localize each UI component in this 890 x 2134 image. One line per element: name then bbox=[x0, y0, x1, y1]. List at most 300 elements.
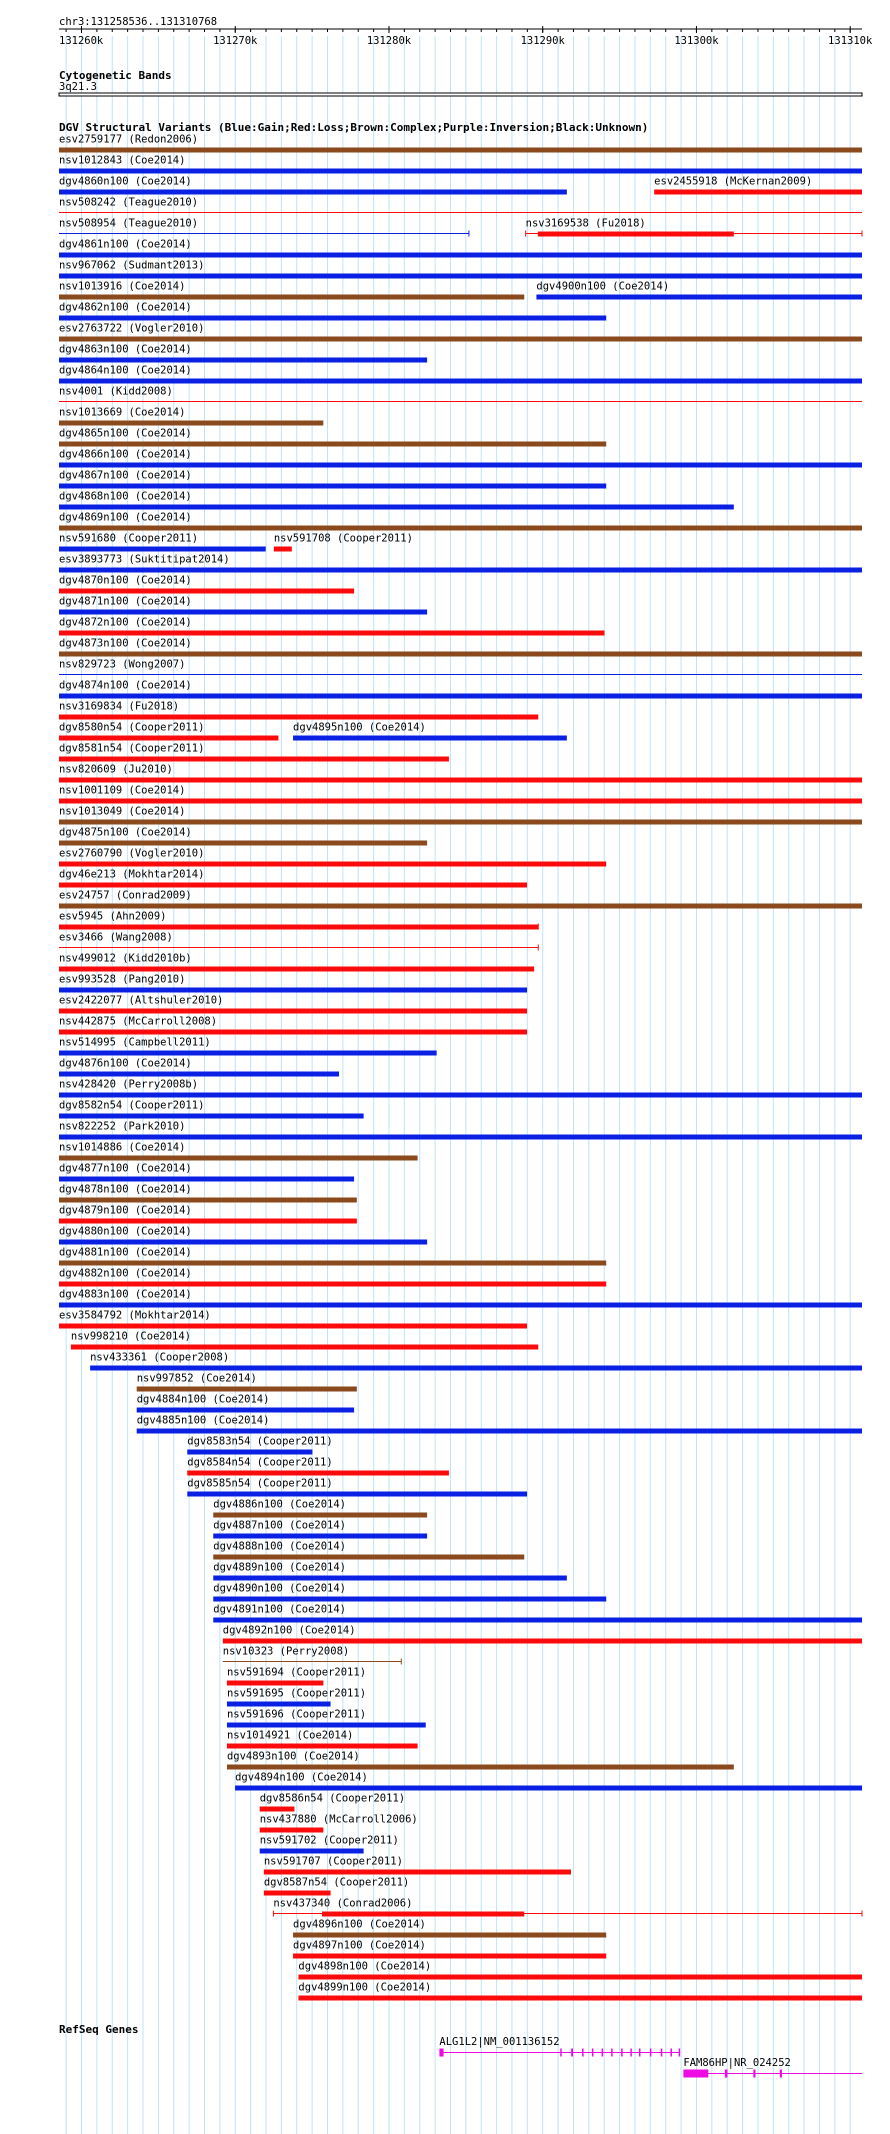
sv-feature[interactable] bbox=[59, 554, 862, 573]
sv-feature[interactable] bbox=[187, 1478, 527, 1497]
gene-exon bbox=[560, 2049, 562, 2057]
sv-bar bbox=[59, 988, 527, 993]
sv-label: dgv4869n100 (Coe2014) bbox=[59, 511, 192, 524]
sv-bar bbox=[59, 904, 862, 909]
sv-bar bbox=[227, 1723, 426, 1728]
gene-exon bbox=[602, 2049, 604, 2057]
sv-bar bbox=[59, 401, 862, 402]
sv-label: dgv4875n100 (Coe2014) bbox=[59, 826, 192, 839]
sv-feature[interactable] bbox=[536, 281, 862, 300]
dgv-track-title: DGV Structural Variants (Blue:Gain;Red:Loss;Brown:Complex;Purple:Inversion;Black:Unknown) bbox=[59, 121, 649, 134]
sv-bar bbox=[59, 169, 862, 174]
sv-bar bbox=[137, 1387, 357, 1392]
sv-feature[interactable] bbox=[260, 1814, 418, 1833]
sv-label: dgv4877n100 (Coe2014) bbox=[59, 1162, 192, 1175]
sv-bar bbox=[298, 1996, 862, 2001]
sv-label: dgv4868n100 (Coe2014) bbox=[59, 490, 192, 503]
sv-bar bbox=[59, 736, 278, 741]
sv-feature[interactable] bbox=[59, 974, 527, 993]
sv-label: nsv1013669 (Coe2014) bbox=[59, 406, 186, 419]
sv-feature[interactable] bbox=[59, 806, 862, 825]
sv-label: nsv508954 (Teague2010) bbox=[59, 217, 199, 230]
cytoband-track bbox=[59, 69, 862, 96]
sv-bar bbox=[59, 1009, 527, 1014]
sv-bar bbox=[59, 421, 323, 426]
sv-bar bbox=[59, 316, 606, 321]
sv-bar bbox=[264, 1870, 571, 1875]
sv-feature[interactable] bbox=[59, 1310, 527, 1329]
sv-label: dgv4873n100 (Coe2014) bbox=[59, 637, 192, 650]
sv-feature[interactable] bbox=[59, 344, 427, 363]
sv-bar bbox=[227, 1765, 734, 1770]
sv-bar bbox=[59, 841, 427, 846]
sv-label: nsv1012843 (Coe2014) bbox=[59, 154, 186, 167]
sv-bar bbox=[227, 1744, 418, 1749]
sv-label: dgv4896n100 (Coe2014) bbox=[293, 1918, 426, 1931]
sv-bar bbox=[59, 463, 862, 468]
ruler-tick-label: 131270k bbox=[213, 35, 258, 47]
sv-feature[interactable] bbox=[260, 1793, 405, 1812]
sv-bar bbox=[59, 589, 354, 594]
sv-label: esv2422077 (Altshuler2010) bbox=[59, 994, 224, 1007]
sv-label: nsv820609 (Ju2010) bbox=[59, 763, 173, 776]
sv-label: esv2759177 (Redon2006) bbox=[59, 133, 199, 146]
sv-bar bbox=[223, 1639, 862, 1644]
sv-feature[interactable] bbox=[187, 1457, 449, 1476]
sv-feature[interactable] bbox=[59, 785, 862, 804]
sv-feature[interactable] bbox=[223, 1646, 401, 1665]
sv-bar bbox=[213, 1555, 524, 1560]
sv-bar bbox=[260, 1849, 364, 1854]
sv-feature[interactable] bbox=[59, 1268, 606, 1287]
sv-feature[interactable] bbox=[59, 848, 606, 867]
sv-feature[interactable] bbox=[227, 1667, 366, 1686]
sv-feature[interactable] bbox=[59, 386, 862, 403]
sv-feature[interactable] bbox=[213, 1499, 427, 1518]
sv-label: dgv8586n54 (Cooper2011) bbox=[259, 1792, 406, 1805]
sv-label: dgv4865n100 (Coe2014) bbox=[59, 427, 192, 440]
sv-bar bbox=[59, 233, 469, 234]
sv-feature[interactable] bbox=[213, 1583, 606, 1602]
sv-feature[interactable] bbox=[59, 1121, 862, 1140]
sv-feature[interactable] bbox=[59, 512, 862, 531]
cytoband-track-title: Cytogenetic Bands bbox=[59, 69, 172, 82]
sv-bar bbox=[59, 610, 427, 615]
sv-bar bbox=[59, 337, 862, 342]
sv-label: dgv4879n100 (Coe2014) bbox=[59, 1204, 192, 1217]
sv-bar bbox=[59, 442, 606, 447]
sv-bar bbox=[59, 1135, 862, 1140]
sv-feature[interactable] bbox=[227, 1709, 426, 1728]
sv-feature[interactable] bbox=[59, 218, 469, 237]
sv-label: nsv998210 (Coe2014) bbox=[70, 1330, 192, 1343]
sv-label: dgv4900n100 (Coe2014) bbox=[536, 280, 670, 293]
sv-feature[interactable] bbox=[59, 701, 538, 720]
sv-feature[interactable] bbox=[59, 680, 862, 699]
sv-label: dgv4880n100 (Coe2014) bbox=[59, 1225, 192, 1238]
sv-feature[interactable] bbox=[90, 1352, 862, 1371]
gene-exon bbox=[753, 2070, 755, 2078]
sv-feature[interactable] bbox=[59, 197, 862, 214]
ruler-tick-label: 131300k bbox=[674, 35, 719, 47]
sv-feature[interactable] bbox=[213, 1520, 427, 1539]
sv-feature[interactable] bbox=[235, 1772, 862, 1791]
sv-feature[interactable] bbox=[59, 764, 862, 783]
sv-bar bbox=[227, 1702, 331, 1707]
sv-feature[interactable] bbox=[260, 1835, 399, 1854]
sv-bar bbox=[59, 947, 538, 948]
gene-exon bbox=[683, 2070, 708, 2078]
sv-label: nsv591708 (Cooper2011) bbox=[273, 532, 413, 545]
sv-label: dgv4888n100 (Coe2014) bbox=[213, 1540, 347, 1553]
dgv-track bbox=[59, 121, 862, 2001]
sv-bar bbox=[187, 1471, 449, 1476]
dgv-features bbox=[59, 134, 862, 2001]
sv-bar bbox=[59, 1303, 862, 1308]
sv-label: nsv4001 (Kidd2008) bbox=[59, 385, 173, 398]
sv-label: dgv4878n100 (Coe2014) bbox=[59, 1183, 192, 1196]
sv-bar bbox=[59, 1156, 418, 1161]
sv-feature[interactable] bbox=[59, 1289, 862, 1308]
sv-feature[interactable] bbox=[59, 1247, 606, 1266]
gene-exon bbox=[679, 2049, 681, 2057]
sv-label: dgv4895n100 (Coe2014) bbox=[293, 721, 426, 734]
sv-feature[interactable] bbox=[59, 407, 323, 426]
sv-bar bbox=[213, 1597, 606, 1602]
sv-feature[interactable] bbox=[59, 533, 266, 552]
sv-bar bbox=[71, 1345, 538, 1350]
sv-bar bbox=[293, 736, 567, 741]
sv-bar bbox=[59, 295, 524, 300]
sv-bar bbox=[59, 526, 862, 531]
sv-bar bbox=[223, 1661, 401, 1662]
sv-feature[interactable] bbox=[59, 827, 427, 846]
sv-bar bbox=[213, 1618, 862, 1623]
gene-exon bbox=[439, 2049, 443, 2057]
sv-bar bbox=[59, 1030, 527, 1035]
sv-label: nsv591702 (Cooper2011) bbox=[259, 1834, 399, 1847]
sv-label: dgv4897n100 (Coe2014) bbox=[293, 1939, 426, 1952]
sv-feature[interactable] bbox=[59, 1226, 427, 1245]
sv-bar bbox=[59, 568, 862, 573]
sv-bar bbox=[59, 967, 534, 972]
gene-exon bbox=[661, 2049, 663, 2057]
sv-bar bbox=[654, 190, 862, 195]
sv-feature[interactable] bbox=[213, 1604, 862, 1623]
sv-label: nsv442875 (McCarroll2008) bbox=[59, 1015, 218, 1028]
gene-label: ALG1L2|NM_001136152 bbox=[439, 2036, 560, 2048]
sv-label: nsv1013049 (Coe2014) bbox=[59, 805, 186, 818]
sv-feature[interactable] bbox=[298, 1961, 862, 1980]
sv-feature[interactable] bbox=[137, 1394, 354, 1413]
sv-bar-inner bbox=[538, 232, 734, 237]
gene-exon bbox=[592, 2049, 594, 2057]
gene-label: FAM86HP|NR_024252 bbox=[683, 2057, 791, 2069]
sv-label: dgv4886n100 (Coe2014) bbox=[213, 1498, 347, 1511]
sv-bar bbox=[59, 505, 734, 510]
sv-feature[interactable] bbox=[59, 449, 862, 468]
sv-feature[interactable] bbox=[137, 1415, 862, 1434]
sv-bar bbox=[213, 1576, 567, 1581]
sv-feature[interactable] bbox=[213, 1541, 524, 1560]
sv-label: dgv4876n100 (Coe2014) bbox=[59, 1057, 192, 1070]
ruler-tick-label: 131310k bbox=[828, 35, 873, 47]
sv-bar bbox=[59, 694, 862, 699]
sv-feature[interactable] bbox=[59, 1016, 527, 1035]
sv-bar bbox=[59, 1324, 527, 1329]
sv-label: dgv4864n100 (Coe2014) bbox=[59, 364, 192, 377]
sv-label: nsv437340 (Conrad2006) bbox=[273, 1897, 413, 1910]
sv-bar bbox=[137, 1408, 354, 1413]
sv-feature[interactable] bbox=[59, 1100, 364, 1119]
sv-bar bbox=[59, 1051, 437, 1056]
sv-feature[interactable] bbox=[293, 722, 567, 741]
gene-exon bbox=[630, 2049, 632, 2057]
sv-bar bbox=[59, 652, 862, 657]
sv-feature[interactable] bbox=[59, 659, 862, 676]
sv-feature[interactable] bbox=[59, 365, 862, 384]
sv-label: nsv10323 (Perry2008) bbox=[222, 1645, 350, 1658]
sv-bar bbox=[260, 1807, 295, 1812]
sv-bar bbox=[59, 1261, 606, 1266]
sv-bar bbox=[59, 274, 862, 279]
sv-label: esv2455918 (McKernan2009) bbox=[654, 175, 813, 188]
sv-label: dgv4894n100 (Coe2014) bbox=[235, 1771, 368, 1784]
sv-bar bbox=[235, 1786, 862, 1791]
sv-bar bbox=[59, 484, 606, 489]
sv-feature[interactable] bbox=[59, 281, 524, 300]
sv-feature[interactable] bbox=[59, 1142, 418, 1161]
sv-bar bbox=[59, 757, 449, 762]
sv-label: dgv4881n100 (Coe2014) bbox=[59, 1246, 192, 1259]
sv-label: dgv8582n54 (Cooper2011) bbox=[59, 1099, 205, 1112]
sv-feature[interactable] bbox=[59, 491, 734, 510]
sv-label: nsv591680 (Cooper2011) bbox=[59, 532, 199, 545]
sv-bar bbox=[59, 148, 862, 153]
sv-label: nsv499012 (Kidd2010b) bbox=[59, 952, 192, 965]
sv-feature[interactable] bbox=[59, 1037, 437, 1056]
cytoband-label: 3q21.3 bbox=[59, 81, 97, 93]
sv-feature[interactable] bbox=[59, 176, 567, 195]
sv-label: nsv822252 (Park2010) bbox=[59, 1120, 186, 1133]
sv-label: dgv4872n100 (Coe2014) bbox=[59, 616, 192, 629]
sv-feature[interactable] bbox=[59, 596, 427, 615]
sv-label: esv2763722 (Vogler2010) bbox=[59, 322, 205, 335]
sv-label: nsv1013916 (Coe2014) bbox=[59, 280, 186, 293]
sv-bar bbox=[59, 1282, 606, 1287]
sv-feature[interactable] bbox=[71, 1331, 538, 1350]
sv-feature[interactable] bbox=[59, 302, 606, 321]
sv-feature[interactable] bbox=[59, 260, 862, 279]
sv-feature[interactable] bbox=[59, 134, 862, 153]
sv-bar bbox=[227, 1681, 323, 1686]
sv-bar bbox=[59, 883, 527, 888]
sv-bar bbox=[59, 379, 862, 384]
sv-bar bbox=[59, 674, 862, 675]
sv-label: dgv4893n100 (Coe2014) bbox=[226, 1750, 360, 1763]
gene-exon bbox=[639, 2049, 641, 2057]
sv-bar bbox=[59, 820, 862, 825]
sv-bar bbox=[59, 358, 427, 363]
gene-exon bbox=[780, 2070, 782, 2078]
sv-bar bbox=[59, 925, 538, 930]
sv-label: dgv4882n100 (Coe2014) bbox=[59, 1267, 192, 1280]
sv-bar bbox=[59, 715, 538, 720]
sv-label: dgv4891n100 (Coe2014) bbox=[213, 1603, 347, 1616]
sv-feature[interactable] bbox=[59, 932, 538, 951]
sv-bar bbox=[213, 1513, 427, 1518]
sv-bar bbox=[187, 1492, 527, 1497]
refseq-track-title: RefSeq Genes bbox=[59, 2023, 139, 2036]
sv-feature[interactable] bbox=[293, 1940, 606, 1959]
sv-label: nsv428420 (Perry2008b) bbox=[59, 1078, 199, 1091]
sv-label: dgv4874n100 (Coe2014) bbox=[59, 679, 192, 692]
sv-feature[interactable] bbox=[59, 638, 862, 657]
sv-feature[interactable] bbox=[187, 1436, 332, 1455]
sv-feature[interactable] bbox=[526, 218, 862, 237]
sv-feature[interactable] bbox=[59, 911, 538, 930]
sv-bar bbox=[59, 778, 862, 783]
sv-bar bbox=[213, 1534, 427, 1539]
sv-label: nsv591707 (Cooper2011) bbox=[263, 1855, 403, 1868]
sv-bar bbox=[59, 862, 606, 867]
sv-feature[interactable] bbox=[59, 470, 606, 489]
sv-label: dgv4885n100 (Coe2014) bbox=[136, 1414, 270, 1427]
sv-label: dgv46e213 (Mokhtar2014) bbox=[59, 868, 205, 881]
sv-label: esv3893773 (Suktitipat2014) bbox=[59, 553, 230, 566]
sv-label: dgv4883n100 (Coe2014) bbox=[59, 1288, 192, 1301]
sv-feature[interactable] bbox=[59, 869, 527, 888]
sv-bar bbox=[59, 631, 605, 636]
sv-bar bbox=[59, 253, 862, 258]
sv-feature[interactable] bbox=[59, 890, 862, 909]
sv-label: nsv591695 (Cooper2011) bbox=[226, 1687, 367, 1700]
sv-label: dgv4889n100 (Coe2014) bbox=[213, 1561, 347, 1574]
sv-label: nsv3169834 (Fu2018) bbox=[59, 700, 180, 713]
sv-feature[interactable] bbox=[59, 155, 862, 174]
sv-feature[interactable] bbox=[654, 176, 862, 195]
sv-bar bbox=[59, 1240, 427, 1245]
sv-label: dgv4860n100 (Coe2014) bbox=[59, 175, 192, 188]
sv-label: dgv8583n54 (Cooper2011) bbox=[187, 1435, 333, 1448]
sv-bar bbox=[59, 1114, 364, 1119]
sv-bar bbox=[59, 212, 862, 213]
sv-label: dgv8580n54 (Cooper2011) bbox=[59, 721, 205, 734]
sv-feature[interactable] bbox=[264, 1856, 571, 1875]
sv-feature[interactable] bbox=[274, 533, 413, 552]
sv-label: esv3466 (Wang2008) bbox=[59, 931, 173, 944]
sv-feature[interactable] bbox=[59, 428, 606, 447]
sv-label: nsv1014886 (Coe2014) bbox=[59, 1141, 186, 1154]
sv-label: dgv4871n100 (Coe2014) bbox=[59, 595, 192, 608]
sv-feature[interactable] bbox=[59, 239, 862, 258]
sv-label: dgv4884n100 (Coe2014) bbox=[136, 1393, 270, 1406]
sv-label: dgv8587n54 (Cooper2011) bbox=[263, 1876, 410, 1889]
sv-label: nsv967062 (Sudmant2013) bbox=[59, 259, 205, 272]
cytoband-band[interactable] bbox=[59, 93, 862, 96]
sv-label: nsv3169538 (Fu2018) bbox=[525, 217, 646, 230]
sv-label: esv2760790 (Vogler2010) bbox=[59, 847, 205, 860]
gene-exon bbox=[670, 2049, 672, 2057]
sv-feature[interactable] bbox=[59, 1079, 862, 1098]
sv-label: nsv514995 (Campbell2011) bbox=[59, 1036, 211, 1049]
sv-feature[interactable] bbox=[213, 1562, 567, 1581]
sv-feature[interactable] bbox=[59, 743, 449, 762]
sv-bar bbox=[59, 799, 862, 804]
sv-label: dgv4863n100 (Coe2014) bbox=[59, 343, 192, 356]
sv-feature[interactable] bbox=[59, 1163, 354, 1182]
sv-label: dgv4899n100 (Coe2014) bbox=[298, 1981, 432, 1994]
sv-label: dgv4867n100 (Coe2014) bbox=[59, 469, 192, 482]
sv-feature[interactable] bbox=[137, 1373, 357, 1392]
gene-exon bbox=[621, 2049, 623, 2057]
sv-feature[interactable] bbox=[293, 1919, 606, 1938]
sv-bar bbox=[274, 547, 292, 552]
sv-label: dgv4898n100 (Coe2014) bbox=[298, 1960, 432, 1973]
sv-feature[interactable] bbox=[59, 995, 527, 1014]
sv-label: nsv591696 (Cooper2011) bbox=[226, 1708, 367, 1721]
sv-feature[interactable] bbox=[59, 617, 605, 636]
gene-exon bbox=[650, 2049, 652, 2057]
ruler-tick-label: 131290k bbox=[520, 35, 565, 47]
sv-bar bbox=[260, 1828, 324, 1833]
gene-feature[interactable] bbox=[439, 2036, 680, 2057]
sv-bar bbox=[59, 190, 567, 195]
sv-label: nsv508242 (Teague2010) bbox=[59, 196, 199, 209]
ruler-tick-label: 131260k bbox=[59, 35, 104, 47]
gene-exon bbox=[611, 2049, 613, 2057]
sv-feature[interactable] bbox=[227, 1751, 734, 1770]
sv-bar bbox=[264, 1891, 331, 1896]
sv-label: nsv829723 (Wong2007) bbox=[59, 658, 186, 671]
sv-bar bbox=[59, 1198, 357, 1203]
sv-feature[interactable] bbox=[264, 1877, 409, 1896]
sv-feature[interactable] bbox=[59, 722, 278, 741]
sv-label: dgv4890n100 (Coe2014) bbox=[213, 1582, 347, 1595]
sv-feature[interactable] bbox=[298, 1982, 862, 2001]
sv-bar bbox=[59, 1177, 354, 1182]
sv-label: esv3584792 (Mokhtar2014) bbox=[59, 1309, 211, 1322]
sv-label: nsv591694 (Cooper2011) bbox=[226, 1666, 367, 1679]
sv-bar bbox=[536, 295, 862, 300]
position-label: chr3:131258536..131310768 bbox=[59, 16, 218, 28]
refseq-track bbox=[59, 2023, 862, 2078]
sv-label: dgv4887n100 (Coe2014) bbox=[213, 1519, 347, 1532]
sv-bar bbox=[59, 1093, 862, 1098]
sv-feature[interactable] bbox=[227, 1688, 366, 1707]
sv-bar bbox=[59, 547, 266, 552]
gene-exon bbox=[582, 2049, 584, 2057]
sv-label: dgv8581n54 (Cooper2011) bbox=[59, 742, 205, 755]
sv-feature[interactable] bbox=[59, 323, 862, 342]
sv-label: dgv4862n100 (Coe2014) bbox=[59, 301, 192, 314]
sv-label: dgv8585n54 (Cooper2011) bbox=[187, 1477, 333, 1490]
sv-bar bbox=[59, 1219, 357, 1224]
sv-label: nsv1001109 (Coe2014) bbox=[59, 784, 186, 797]
gene-exon bbox=[725, 2070, 728, 2078]
sv-label: esv24757 (Conrad2009) bbox=[59, 889, 192, 902]
sv-label: dgv8584n54 (Cooper2011) bbox=[187, 1456, 333, 1469]
sv-label: nsv997852 (Coe2014) bbox=[136, 1372, 257, 1385]
sv-bar bbox=[187, 1450, 312, 1455]
sv-label: dgv4861n100 (Coe2014) bbox=[59, 238, 192, 251]
sv-label: esv993528 (Pang2010) bbox=[59, 973, 186, 986]
sv-feature[interactable] bbox=[59, 575, 354, 594]
sv-bar bbox=[90, 1366, 862, 1371]
sv-label: nsv1014921 (Coe2014) bbox=[226, 1729, 354, 1742]
sv-label: nsv437880 (McCarroll2006) bbox=[259, 1813, 418, 1826]
sv-label: dgv4866n100 (Coe2014) bbox=[59, 448, 192, 461]
